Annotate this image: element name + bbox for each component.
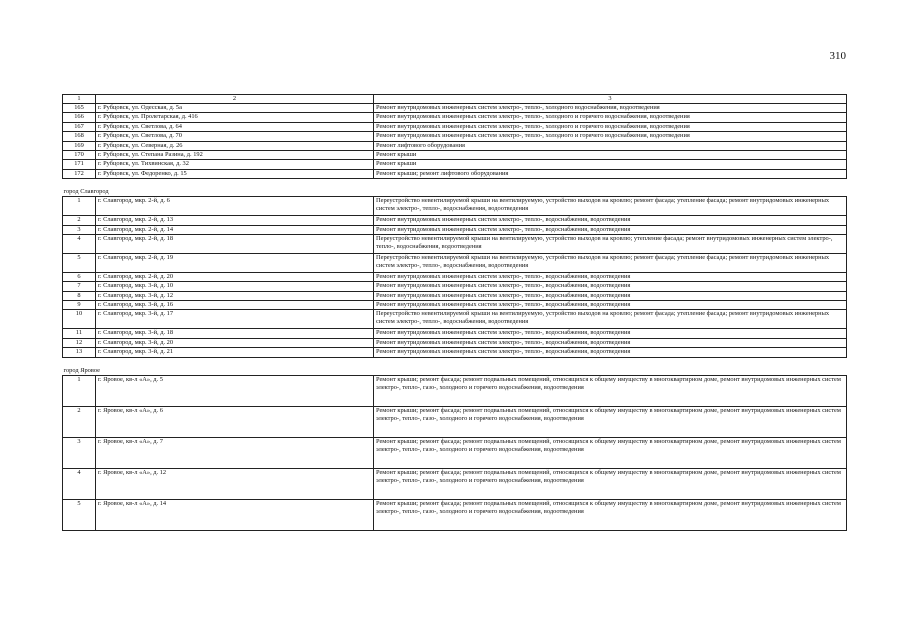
section-title: город Славгород [63,187,847,197]
table-row [63,406,847,437]
row-address: г. Яровое, кв-л «А», д. 5 [96,375,374,406]
row-address: г. Славгород, мкр. 3-й, д. 20 [96,338,374,347]
table-row [63,301,847,310]
row-work-type: Ремонт внутридомовых инженерных систем электро-, тепло-, водоснабжения, водоотведения [374,329,847,338]
row-work-type: Ремонт крыши; ремонт фасада; ремонт подвальных помещений, относящихся к общему имуществу в многоквартирном доме, ремонт внутридомовых инженерных систем электро-, тепло-, газо-, холодного и горячего водоснабжения, водоотведения [374,437,847,468]
row-work-type: Ремонт внутридомовых инженерных систем электро-, тепло-, холодного и горячего водоснабжения, водоотведения [374,113,847,122]
row-number: 7 [63,282,96,291]
row-work-type: Ремонт внутридомовых инженерных систем электро-, тепло-, холодного водоснабжения, водоотведения [374,104,847,113]
row-number: 11 [63,329,96,338]
row-number: 168 [63,132,96,141]
row-address: г. Славгород, мкр. 3-й, д. 21 [96,348,374,357]
row-address: г. Яровое, кв-л «А», д. 6 [96,406,374,437]
table-row [63,348,847,357]
row-number: 3 [63,225,96,234]
row-work-type: Ремонт внутридомовых инженерных систем электро-, тепло-, водоснабжения, водоотведения [374,348,847,357]
row-address: г. Рубцовск, ул. Северная, д. 26 [96,141,374,150]
row-work-type: Ремонт внутридомовых инженерных систем электро-, тепло-, водоснабжения, водоотведения [374,216,847,225]
row-address: г. Рубцовск, ул. Пролетарская, д. 416 [96,113,374,122]
row-work-type: Ремонт крыши; ремонт фасада; ремонт подвальных помещений, относящихся к общему имуществу в многоквартирном доме, ремонт внутридомовых инженерных систем электро-, тепло-, газо-, холодного и горячего водоснабжения, водоотведения [374,375,847,406]
row-address: г. Яровое, кв-л «А», д. 7 [96,437,374,468]
row-number: 12 [63,338,96,347]
row-address: г. Рубцовск, ул. Светлова, д. 70 [96,132,374,141]
column-header-number: 1 [63,95,96,104]
row-work-type: Ремонт крыши [374,160,847,169]
table-row [63,141,847,150]
row-number: 6 [63,272,96,281]
table-row [63,253,847,272]
section-spacer [63,357,847,366]
table-row [63,338,847,347]
row-work-type: Ремонт внутридомовых инженерных систем электро-, тепло-, водоснабжения, водоотведения [374,338,847,347]
row-number: 171 [63,160,96,169]
table-row [63,113,847,122]
table-row [63,234,847,253]
row-address: г. Славгород, мкр. 3-й, д. 17 [96,310,374,329]
table-row [63,150,847,159]
row-number: 166 [63,113,96,122]
row-number: 4 [63,234,96,253]
row-address: г. Рубцовск, ул. Тихвинская, д. 32 [96,160,374,169]
table-row [63,132,847,141]
row-work-type: Ремонт внутридомовых инженерных систем электро-, тепло-, водоснабжения, водоотведения [374,272,847,281]
row-work-type: Переустройство невентилируемой крыши на вентилируемую, устройство выходов на кровлю; ремонт фасада; утепление фасада; ремонт внутридомовых инженерных систем электро-, тепло-, водоснабжения, водоотведения [374,310,847,329]
row-work-type: Ремонт внутридомовых инженерных систем электро-, тепло-, холодного и горячего водоснабжения, водоотведения [374,132,847,141]
table-row [63,375,847,406]
row-work-type: Ремонт крыши; ремонт фасада; ремонт подвальных помещений, относящихся к общему имуществу в многоквартирном доме, ремонт внутридомовых инженерных систем электро-, тепло-, газо-, холодного и горячего водоснабжения, водоотведения [374,406,847,437]
table-row [63,310,847,329]
section-spacer-cell [63,179,847,188]
page-number: 310 [829,50,846,62]
section-title-row [63,187,847,197]
column-header-address: 2 [96,95,374,104]
table-row [63,197,847,216]
row-number: 165 [63,104,96,113]
table-row [63,160,847,169]
row-work-type: Ремонт внутридомовых инженерных систем электро-, тепло-, водоснабжения, водоотведения [374,282,847,291]
row-address: г. Славгород, мкр. 2-й, д. 13 [96,216,374,225]
table-row [63,329,847,338]
row-address: г. Рубцовск, ул. Светлова, д. 64 [96,122,374,131]
row-work-type: Ремонт внутридомовых инженерных систем электро-, тепло-, водоснабжения, водоотведения [374,301,847,310]
table-row [63,225,847,234]
row-address: г. Славгород, мкр. 3-й, д. 10 [96,282,374,291]
row-number: 1 [63,197,96,216]
row-address: г. Славгород, мкр. 2-й, д. 18 [96,234,374,253]
table-header-row [63,95,847,104]
table-row [63,169,847,178]
row-address: г. Рубцовск, ул. Федоренко, д. 15 [96,169,374,178]
row-address: г. Славгород, мкр. 3-й, д. 16 [96,301,374,310]
row-number: 3 [63,437,96,468]
section-spacer [63,179,847,188]
table-row [63,282,847,291]
row-address: г. Яровое, кв-л «А», д. 14 [96,499,374,530]
table-row [63,104,847,113]
table-row [63,437,847,468]
row-address: г. Славгород, мкр. 3-й, д. 18 [96,329,374,338]
row-number: 8 [63,291,96,300]
row-work-type: Переустройство невентилируемой крыши на вентилируемую, устройство выходов на кровлю; ремонт фасада; утепление фасада; ремонт внутридомовых инженерных систем электро-, тепло-, водоснабжения, водоотведения [374,253,847,272]
row-number: 2 [63,406,96,437]
row-address: г. Славгород, мкр. 3-й, д. 12 [96,291,374,300]
table-row [63,216,847,225]
row-number: 172 [63,169,96,178]
table-row [63,468,847,499]
row-address: г. Яровое, кв-л «А», д. 12 [96,468,374,499]
row-number: 1 [63,375,96,406]
section-title: город Яровое [63,366,847,376]
row-address: г. Славгород, мкр. 2-й, д. 19 [96,253,374,272]
row-work-type: Ремонт крыши; ремонт фасада; ремонт подвальных помещений, относящихся к общему имуществу в многоквартирном доме, ремонт внутридомовых инженерных систем электро-, тепло-, газо-, холодного и горячего водоснабжения, водоотведения [374,468,847,499]
row-number: 5 [63,499,96,530]
row-work-type: Переустройство невентилируемой крыши на вентилируемую, устройство выходов на кровлю; ремонт фасада; утепление фасада; ремонт внутридомовых инженерных систем электро-, тепло-, водоснабжения, водоотведения [374,197,847,216]
table-row [63,291,847,300]
repair-program-table [62,94,847,531]
row-number: 167 [63,122,96,131]
row-number: 5 [63,253,96,272]
row-work-type: Ремонт внутридомовых инженерных систем электро-, тепло-, водоснабжения, водоотведения [374,225,847,234]
row-address: г. Славгород, мкр. 2-й, д. 6 [96,197,374,216]
row-address: г. Рубцовск, ул. Одесская, д. 5а [96,104,374,113]
row-work-type: Ремонт крыши; ремонт лифтового оборудования [374,169,847,178]
row-address: г. Рубцовск, ул. Степана Разина, д. 192 [96,150,374,159]
table-body [63,95,847,531]
row-work-type: Ремонт крыши [374,150,847,159]
table-row [63,272,847,281]
row-work-type: Ремонт лифтового оборудования [374,141,847,150]
table-row [63,122,847,131]
row-work-type: Переустройство невентилируемой крыши на вентилируемую, устройство выходов на кровлю; утепление фасада; ремонт внутридомовых инженерных систем электро-, тепло-, водоснабжения, водоотведения [374,234,847,253]
row-work-type: Ремонт внутридомовых инженерных систем электро-, тепло-, холодного и горячего водоснабжения, водоотведения [374,122,847,131]
row-number: 13 [63,348,96,357]
row-number: 10 [63,310,96,329]
row-number: 9 [63,301,96,310]
row-number: 4 [63,468,96,499]
table-row [63,499,847,530]
section-spacer-cell [63,357,847,366]
row-work-type: Ремонт крыши; ремонт фасада; ремонт подвальных помещений, относящихся к общему имуществу в многоквартирном доме, ремонт внутридомовых инженерных систем электро-, тепло-, газо-, холодного и горячего водоснабжения, водоотведения [374,499,847,530]
row-address: г. Славгород, мкр. 2-й, д. 20 [96,272,374,281]
row-number: 170 [63,150,96,159]
section-title-row [63,366,847,376]
row-number: 2 [63,216,96,225]
row-work-type: Ремонт внутридомовых инженерных систем электро-, тепло-, водоснабжения, водоотведения [374,291,847,300]
column-header-work-type: 3 [374,95,847,104]
row-number: 169 [63,141,96,150]
row-address: г. Славгород, мкр. 2-й, д. 14 [96,225,374,234]
